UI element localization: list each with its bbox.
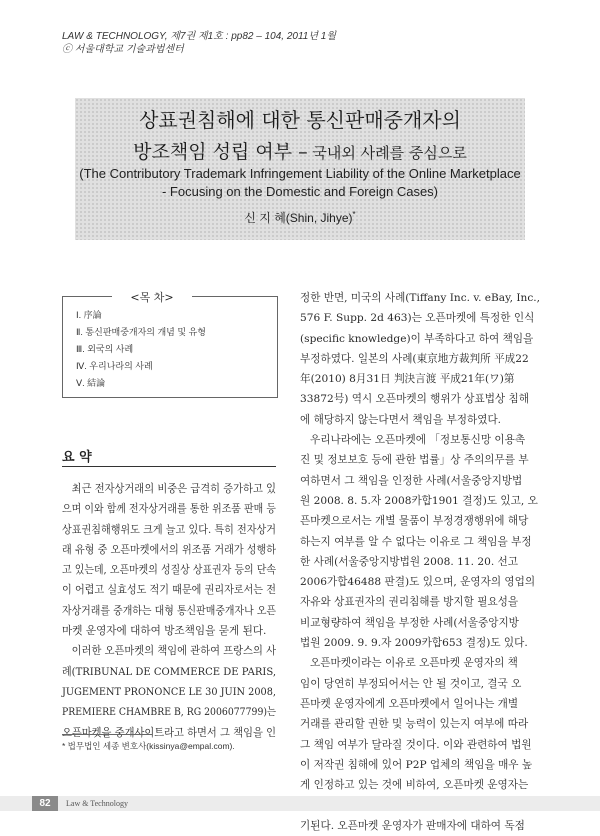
author — [0, 209, 600, 226]
text-line: 진 및 정보보호 등에 관한 법률」상 주의의무를 부 — [300, 454, 529, 467]
toc-item: Ⅳ. 우리나라의 사례 — [76, 361, 153, 371]
text-line: 마켓 운영자에 대하여 방조책임을 묻게 된다. — [62, 625, 267, 638]
text-line: 오픈마켓을 중개사이트라고 하면서 그 책임을 인 — [62, 726, 277, 739]
text-line: 자유와 상표권자의 권리침해를 방지할 필요성을 — [300, 596, 519, 609]
toc-item: Ⅴ. 結論 — [76, 378, 106, 388]
text-line: PREMIERE CHAMBRE B, RG 2006077799)는 — [62, 706, 276, 719]
footnote: * 법무법인 세종 변호사(kissinya@empal.com). — [62, 741, 235, 751]
journal-citation: LAW & TECHNOLOGY, 제7권 제1호 : pp82 – 104, 2011년 1월 — [62, 31, 337, 42]
text-line: 게 인정하고 있는 것에 비하여, 오픈마켓 운영자는 — [300, 779, 529, 792]
text-line: 이러한 오픈마켓의 책임에 관하여 프랑스의 사 — [71, 645, 277, 658]
publisher-line: ⓒ 서울대학교 기술과법센터 — [62, 44, 184, 55]
text-line: 으며 이와 함께 전자상거래를 통한 위조품 판매 등 — [62, 503, 277, 516]
title-korean-subtitle: 국내외 사례를 중심으로 — [307, 144, 467, 162]
text-line: 이 어렵고 실효성도 적기 때문에 권리자로서는 전 — [62, 584, 276, 597]
toc-list — [76, 307, 206, 392]
title-english-line1: (The Contributory Trademark Infringement Liability of the Online Marketplace — [79, 166, 521, 181]
text-line: 에 해당하지 않는다면서 책임을 부정하였다. — [300, 413, 502, 426]
footer-journal: Law & Technology — [66, 799, 128, 808]
text-line: 부정하였다. 일본의 사례(東京地方裁判所 平成22 — [300, 352, 529, 365]
toc-item: Ⅰ. 序論 — [76, 310, 102, 320]
text-line: 임이 당연히 부정되어서는 안 될 것이고, 결국 오 — [300, 677, 522, 690]
text-line: 오픈마켓이라는 이유로 오픈마켓 운영자의 책 — [310, 657, 518, 670]
toc-item: Ⅱ. 통신판매중개자의 개념 및 유형 — [76, 327, 206, 337]
text-line: (specific knowledge)이 부족하다고 하여 책임을 — [300, 332, 534, 345]
text-line: 거래를 관리할 권한 및 능력이 있는지 여부에 따라 — [300, 718, 529, 731]
text-line: 비교형량하여 책임을 부정한 사례(서울중앙지방 — [300, 616, 519, 629]
text-line: 법원 2009. 9. 9.자 2009카합653 결정)도 있다. — [300, 637, 528, 650]
body-right-column — [300, 288, 540, 836]
author-name: 신 지 혜(Shin, Jihye) — [244, 211, 353, 225]
journal-header — [62, 30, 336, 56]
text-line: 픈마켓 운영자에게 오픈마켓에서 일어나는 개별 — [300, 697, 519, 710]
text-line: 年(2010) 8月31日 判決言渡 平成21年(ワ)第 — [300, 373, 515, 386]
toc-heading: <목 차> — [112, 289, 192, 305]
text-line: 여하면서 그 책임을 인정한 사례(서울중앙지방법 — [300, 474, 523, 487]
text-line: 원 2008. 8. 5.자 2008카합1901 결정)도 있고, 오 — [300, 494, 538, 507]
abstract-body — [62, 479, 276, 743]
text-line: 기된다. 오픈마켓 운영자가 판매자에 대하여 독점 — [300, 819, 525, 832]
text-line: 우리나라에는 오픈마켓에 「정보통신망 이용촉 — [310, 434, 526, 447]
text-line: 한 사례(서울중앙지방법원 2008. 11. 20. 선고 — [300, 555, 519, 568]
text-line: 그 책임 여부가 달라질 것이다. 이와 관련하여 법원 — [300, 738, 532, 751]
abstract-divider — [62, 466, 276, 467]
text-line: 픈마켓으로서는 개별 물품이 부정경쟁행위에 해당 — [300, 515, 529, 528]
text-line: 고 있는데, 오픈마켓의 성질상 상표권자 등의 단속 — [62, 564, 277, 577]
title-korean-line2 — [0, 137, 600, 164]
footnote-divider — [62, 734, 152, 735]
text-line: 례(TRIBUNAL DE COMMERCE DE PARIS, — [62, 665, 277, 678]
title-korean-line1: 상표권침해에 대한 통신판매중개자의 — [139, 108, 461, 132]
toc-item: Ⅲ. 외국의 사례 — [76, 344, 134, 354]
text-line: 래 유형 중 오픈마켓에서의 위조품 거래가 성행하 — [62, 543, 276, 556]
abstract-heading: 요 약 — [62, 450, 92, 465]
text-line: 33872号) 역시 오픈마켓의 행위가 상표법상 침해 — [300, 393, 529, 406]
title-english-line2: - Focusing on the Domestic and Foreign Cases) — [161, 184, 438, 199]
text-line: 2006가합46488 판결)도 있으며, 운영자의 영업의 — [300, 576, 536, 589]
page-number: 82 — [32, 796, 58, 811]
title-korean-main: 방조책임 성립 여부 – — [133, 141, 308, 163]
text-line: JUGEMENT PRONONCE LE 30 JUIN 2008, — [62, 685, 276, 698]
text-line: 하는지 여부를 알 수 없다는 이유로 그 책임을 부정 — [300, 535, 532, 548]
text-line: 576 F. Supp. 2d 463)는 오픈마켓에 특정한 인식 — [300, 312, 535, 325]
author-footnote-mark: * — [352, 210, 356, 219]
text-line: 상표권침해행위도 크게 늘고 있다. 특히 전자상거 — [62, 523, 276, 536]
text-line: 최근 전자상거래의 비중은 급격히 증가하고 있 — [71, 483, 277, 495]
text-line: 이 저작권 침해에 있어 P2P 업체의 책임을 매우 높 — [300, 758, 533, 771]
text-line: 자상거래를 중개하는 대형 통신판매중개자나 오픈 — [62, 604, 277, 617]
text-line: 정한 반면, 미국의 사례(Tiffany Inc. v. eBay, Inc., — [300, 292, 540, 304]
